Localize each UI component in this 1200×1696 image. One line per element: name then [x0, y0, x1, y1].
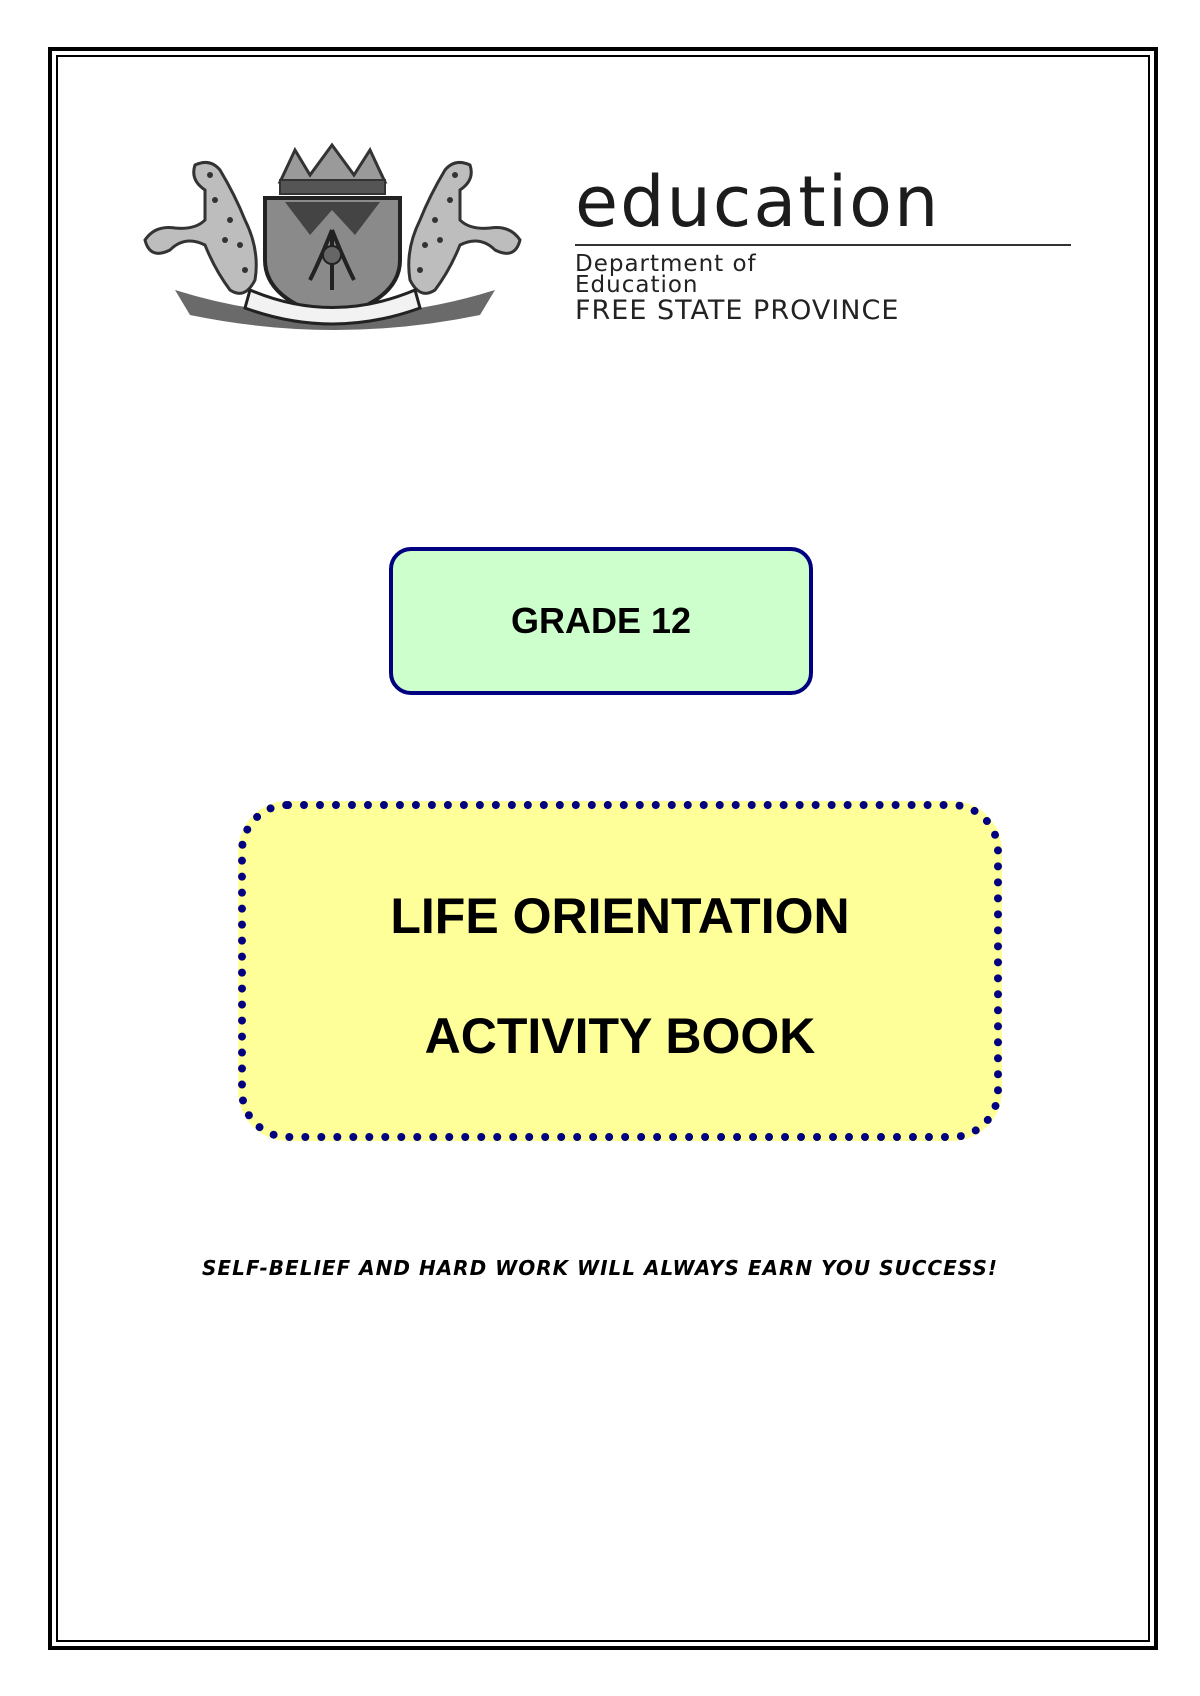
coat-of-arms-icon	[135, 140, 530, 335]
department-line-2: Education	[575, 272, 699, 298]
crown-icon	[280, 145, 385, 194]
province-name: FREE STATE PROVINCE	[575, 295, 900, 326]
motto-text: SELF-BELIEF AND HARD WORK WILL ALWAYS EARN YOU SUCCESS!	[202, 1256, 998, 1280]
title-box	[238, 801, 1002, 1141]
logo-word: education	[575, 161, 941, 243]
grade-label: GRADE 12	[510, 600, 692, 641]
logo-divider	[575, 244, 1071, 246]
title-line-2: ACTIVITY BOOK	[424, 1008, 816, 1064]
left-leopard-icon	[145, 162, 256, 293]
department-logo	[575, 160, 1075, 326]
right-leopard-icon	[409, 162, 520, 293]
title-line-1: LIFE ORIENTATION	[390, 888, 850, 944]
shield-icon	[265, 198, 400, 318]
grade-box	[389, 547, 813, 695]
department-line-1: Department of	[575, 251, 757, 277]
